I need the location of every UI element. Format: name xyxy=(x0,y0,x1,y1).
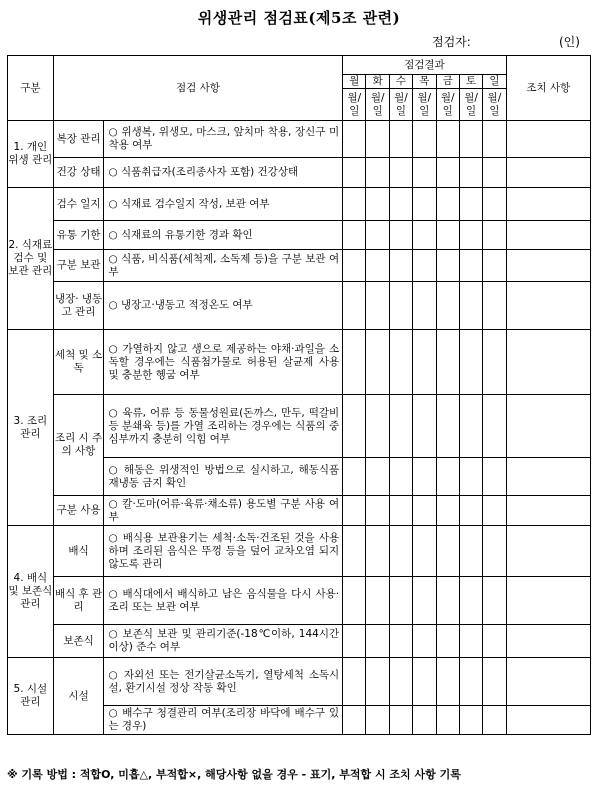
check-item: ○ 배식용 보관용기는 세척·소독·건조된 것을 사용하며 조리된 음식은 뚜껑 등을 덮어 교차오염 되지 않도록 관리 xyxy=(104,526,343,577)
action-cell[interactable] xyxy=(506,395,590,458)
result-cell[interactable] xyxy=(413,577,436,625)
subcategory-label: 구분 사용 xyxy=(53,496,104,526)
result-cell[interactable] xyxy=(366,121,389,158)
result-cell[interactable] xyxy=(459,282,482,330)
result-cell[interactable] xyxy=(413,625,436,658)
result-cell[interactable] xyxy=(483,250,506,282)
result-cell[interactable] xyxy=(343,250,366,282)
result-cell[interactable] xyxy=(389,458,412,496)
action-cell[interactable] xyxy=(506,625,590,658)
result-cell[interactable] xyxy=(343,577,366,625)
result-cell[interactable] xyxy=(483,121,506,158)
header-items: 점검 사항 xyxy=(53,56,342,121)
result-cell[interactable] xyxy=(436,250,459,282)
result-cell[interactable] xyxy=(343,658,366,706)
result-cell[interactable] xyxy=(366,625,389,658)
subcategory-label: 조리 시 주의 사항 xyxy=(53,395,104,496)
subcategory-label: 세척 및 소독 xyxy=(53,330,104,395)
section-category: 1. 개인 위생 관리 xyxy=(8,121,54,188)
result-cell[interactable] xyxy=(436,395,459,458)
result-cell[interactable] xyxy=(413,282,436,330)
check-item: ○ 식재료 검수일지 작성, 보관 여부 xyxy=(104,188,343,221)
document-title: 위생관리 점검표(제5조 관련) xyxy=(197,9,401,27)
result-cell[interactable] xyxy=(459,250,482,282)
result-cell[interactable] xyxy=(366,706,389,735)
result-cell[interactable] xyxy=(483,158,506,188)
result-cell[interactable] xyxy=(459,330,482,395)
result-cell[interactable] xyxy=(483,526,506,577)
action-cell[interactable] xyxy=(506,188,590,221)
result-cell[interactable] xyxy=(413,221,436,250)
check-item: ○ 해동은 위생적인 방법으로 실시하고, 해동식품 재냉동 금지 확인 xyxy=(104,458,343,496)
day-header: 금 xyxy=(436,75,459,89)
result-cell[interactable] xyxy=(366,458,389,496)
result-cell[interactable] xyxy=(343,330,366,395)
result-cell[interactable] xyxy=(459,158,482,188)
subcategory-label: 검수 일지 xyxy=(53,188,104,221)
result-cell[interactable] xyxy=(436,526,459,577)
result-cell[interactable] xyxy=(389,250,412,282)
month-day-header: 월/일 xyxy=(483,89,506,121)
result-cell[interactable] xyxy=(343,121,366,158)
month-day-header: 월/일 xyxy=(389,89,412,121)
result-cell[interactable] xyxy=(483,658,506,706)
day-header: 월 xyxy=(343,75,366,89)
action-cell[interactable] xyxy=(506,458,590,496)
result-cell[interactable] xyxy=(483,330,506,395)
check-item: ○ 냉장고·냉동고 적정온도 여부 xyxy=(104,282,343,330)
result-cell[interactable] xyxy=(436,658,459,706)
month-day-header: 월/일 xyxy=(459,89,482,121)
result-cell[interactable] xyxy=(436,188,459,221)
month-day-header: 월/일 xyxy=(366,89,389,121)
result-cell[interactable] xyxy=(483,188,506,221)
result-cell[interactable] xyxy=(413,458,436,496)
header-category: 구분 xyxy=(8,56,54,121)
result-cell[interactable] xyxy=(389,282,412,330)
check-item: ○ 식품취급자(조리종사자 포함) 건강상태 xyxy=(104,158,343,188)
result-cell[interactable] xyxy=(366,496,389,526)
result-cell[interactable] xyxy=(483,706,506,735)
result-cell[interactable] xyxy=(436,330,459,395)
action-cell[interactable] xyxy=(506,330,590,395)
result-cell[interactable] xyxy=(343,496,366,526)
result-cell[interactable] xyxy=(436,458,459,496)
action-cell[interactable] xyxy=(506,221,590,250)
month-day-header: 월/일 xyxy=(436,89,459,121)
subcategory-label: 건강 상태 xyxy=(53,158,104,188)
result-cell[interactable] xyxy=(389,706,412,735)
section-category: 3. 조리 관리 xyxy=(8,330,54,526)
day-header: 토 xyxy=(459,75,482,89)
subcategory-label: 배식 후 관리 xyxy=(53,577,104,625)
result-cell[interactable] xyxy=(436,221,459,250)
check-item: ○ 배식대에서 배식하고 남은 음식물을 다시 사용·조리 또는 보관 여부 xyxy=(104,577,343,625)
result-cell[interactable] xyxy=(389,221,412,250)
month-day-header: 월/일 xyxy=(343,89,366,121)
result-cell[interactable] xyxy=(389,395,412,458)
result-cell[interactable] xyxy=(459,577,482,625)
result-cell[interactable] xyxy=(436,282,459,330)
result-cell[interactable] xyxy=(343,395,366,458)
result-cell[interactable] xyxy=(413,395,436,458)
check-item: ○ 자외선 또는 전기살균소독기, 열탕세척 소독시설, 환기시설 정상 작동 확인 xyxy=(104,658,343,706)
result-cell[interactable] xyxy=(459,121,482,158)
result-cell[interactable] xyxy=(389,577,412,625)
result-cell[interactable] xyxy=(389,526,412,577)
result-cell[interactable] xyxy=(389,658,412,706)
check-item: ○ 식재료의 유통기한 경과 확인 xyxy=(104,221,343,250)
day-header: 일 xyxy=(483,75,506,89)
result-cell[interactable] xyxy=(366,221,389,250)
result-cell[interactable] xyxy=(436,496,459,526)
result-cell[interactable] xyxy=(343,706,366,735)
stamp-label: (인) xyxy=(559,35,580,49)
result-cell[interactable] xyxy=(483,496,506,526)
action-cell[interactable] xyxy=(506,250,590,282)
result-cell[interactable] xyxy=(483,577,506,625)
result-cell[interactable] xyxy=(366,330,389,395)
result-cell[interactable] xyxy=(366,658,389,706)
day-header: 화 xyxy=(366,75,389,89)
result-cell[interactable] xyxy=(483,282,506,330)
result-cell[interactable] xyxy=(389,121,412,158)
action-cell[interactable] xyxy=(506,577,590,625)
result-cell[interactable] xyxy=(413,658,436,706)
result-cell[interactable] xyxy=(389,625,412,658)
result-cell[interactable] xyxy=(483,221,506,250)
result-cell[interactable] xyxy=(413,706,436,735)
section-category: 5. 시설 관리 xyxy=(8,658,54,735)
check-item: ○ 배수구 청결관리 여부(조리장 바닥에 배수구 있는 경우) xyxy=(104,706,343,735)
result-cell[interactable] xyxy=(343,221,366,250)
result-cell[interactable] xyxy=(343,282,366,330)
result-cell[interactable] xyxy=(366,188,389,221)
result-cell[interactable] xyxy=(366,282,389,330)
result-cell[interactable] xyxy=(459,221,482,250)
result-cell[interactable] xyxy=(343,158,366,188)
result-cell[interactable] xyxy=(459,706,482,735)
header-result: 점검결과 xyxy=(343,56,506,75)
recording-method-note: ※ 기록 방법 : 적합O, 미흡△, 부적합×, 해당사항 없을 경우 - 표기, 부적합 시 조치 사항 기록 xyxy=(7,768,461,781)
action-cell[interactable] xyxy=(506,658,590,706)
result-cell[interactable] xyxy=(366,577,389,625)
check-item: ○ 보존식 보관 및 관리기준(-18℃이하, 144시간 이상) 준수 여부 xyxy=(104,625,343,658)
check-item: ○ 위생복, 위생모, 마스크, 앞치마 착용, 장신구 미착용 여부 xyxy=(104,121,343,158)
action-cell[interactable] xyxy=(506,526,590,577)
result-cell[interactable] xyxy=(483,458,506,496)
check-item: ○ 육류, 어류 등 동물성원료(돈까스, 만두, 떡갈비 등 분쇄육 등)를 가열 조리하는 경우에는 식품의 중심부까지 충분히 익힘 여부 xyxy=(104,395,343,458)
inspector-label: 점검자: xyxy=(432,35,471,49)
result-cell[interactable] xyxy=(459,458,482,496)
result-cell[interactable] xyxy=(413,526,436,577)
result-cell[interactable] xyxy=(459,526,482,577)
section-category: 4. 배식 및 보존식 관리 xyxy=(8,526,54,658)
result-cell[interactable] xyxy=(343,526,366,577)
result-cell[interactable] xyxy=(413,330,436,395)
result-cell[interactable] xyxy=(459,395,482,458)
result-cell[interactable] xyxy=(413,250,436,282)
day-header: 목 xyxy=(413,75,436,89)
result-cell[interactable] xyxy=(436,121,459,158)
result-cell[interactable] xyxy=(366,526,389,577)
result-cell[interactable] xyxy=(413,121,436,158)
checklist-table xyxy=(7,55,591,735)
result-cell[interactable] xyxy=(366,158,389,188)
header-action: 조치 사항 xyxy=(506,56,590,121)
subcategory-label: 냉장· 냉동고 관리 xyxy=(53,282,104,330)
action-cell[interactable] xyxy=(506,121,590,158)
result-cell[interactable] xyxy=(413,496,436,526)
subcategory-label: 구분 보관 xyxy=(53,250,104,282)
result-cell[interactable] xyxy=(343,188,366,221)
result-cell[interactable] xyxy=(436,706,459,735)
result-cell[interactable] xyxy=(436,158,459,188)
result-cell[interactable] xyxy=(459,658,482,706)
result-cell[interactable] xyxy=(459,188,482,221)
result-cell[interactable] xyxy=(459,625,482,658)
result-cell[interactable] xyxy=(389,496,412,526)
result-cell[interactable] xyxy=(366,395,389,458)
subcategory-label: 복장 관리 xyxy=(53,121,104,158)
result-cell[interactable] xyxy=(343,458,366,496)
action-cell[interactable] xyxy=(506,496,590,526)
check-item: ○ 식품, 비식품(세척제, 소독제 등)을 구분 보관 여부 xyxy=(104,250,343,282)
subcategory-label: 유통 기한 xyxy=(53,221,104,250)
result-cell[interactable] xyxy=(389,330,412,395)
subcategory-label: 시설 xyxy=(53,658,104,735)
result-cell[interactable] xyxy=(413,188,436,221)
result-cell[interactable] xyxy=(366,250,389,282)
result-cell[interactable] xyxy=(413,158,436,188)
result-cell[interactable] xyxy=(389,188,412,221)
result-cell[interactable] xyxy=(436,625,459,658)
result-cell[interactable] xyxy=(436,577,459,625)
result-cell[interactable] xyxy=(343,625,366,658)
subcategory-label: 보존식 xyxy=(53,625,104,658)
action-cell[interactable] xyxy=(506,282,590,330)
action-cell[interactable] xyxy=(506,158,590,188)
month-day-header: 월/일 xyxy=(413,89,436,121)
subcategory-label: 배식 xyxy=(53,526,104,577)
result-cell[interactable] xyxy=(459,496,482,526)
day-header: 수 xyxy=(389,75,412,89)
action-cell[interactable] xyxy=(506,706,590,735)
result-cell[interactable] xyxy=(483,625,506,658)
section-category: 2. 식재료 검수 및 보관 관리 xyxy=(8,188,54,330)
result-cell[interactable] xyxy=(389,158,412,188)
result-cell[interactable] xyxy=(483,395,506,458)
check-item: ○ 칼·도마(어류·육류·채소류) 용도별 구분 사용 여부 xyxy=(104,496,343,526)
check-item: ○ 가열하지 않고 생으로 제공하는 야채·과일을 소독할 경우에는 식품첨가물로 허용된 살균제 사용 및 충분한 헹굼 여부 xyxy=(104,330,343,395)
